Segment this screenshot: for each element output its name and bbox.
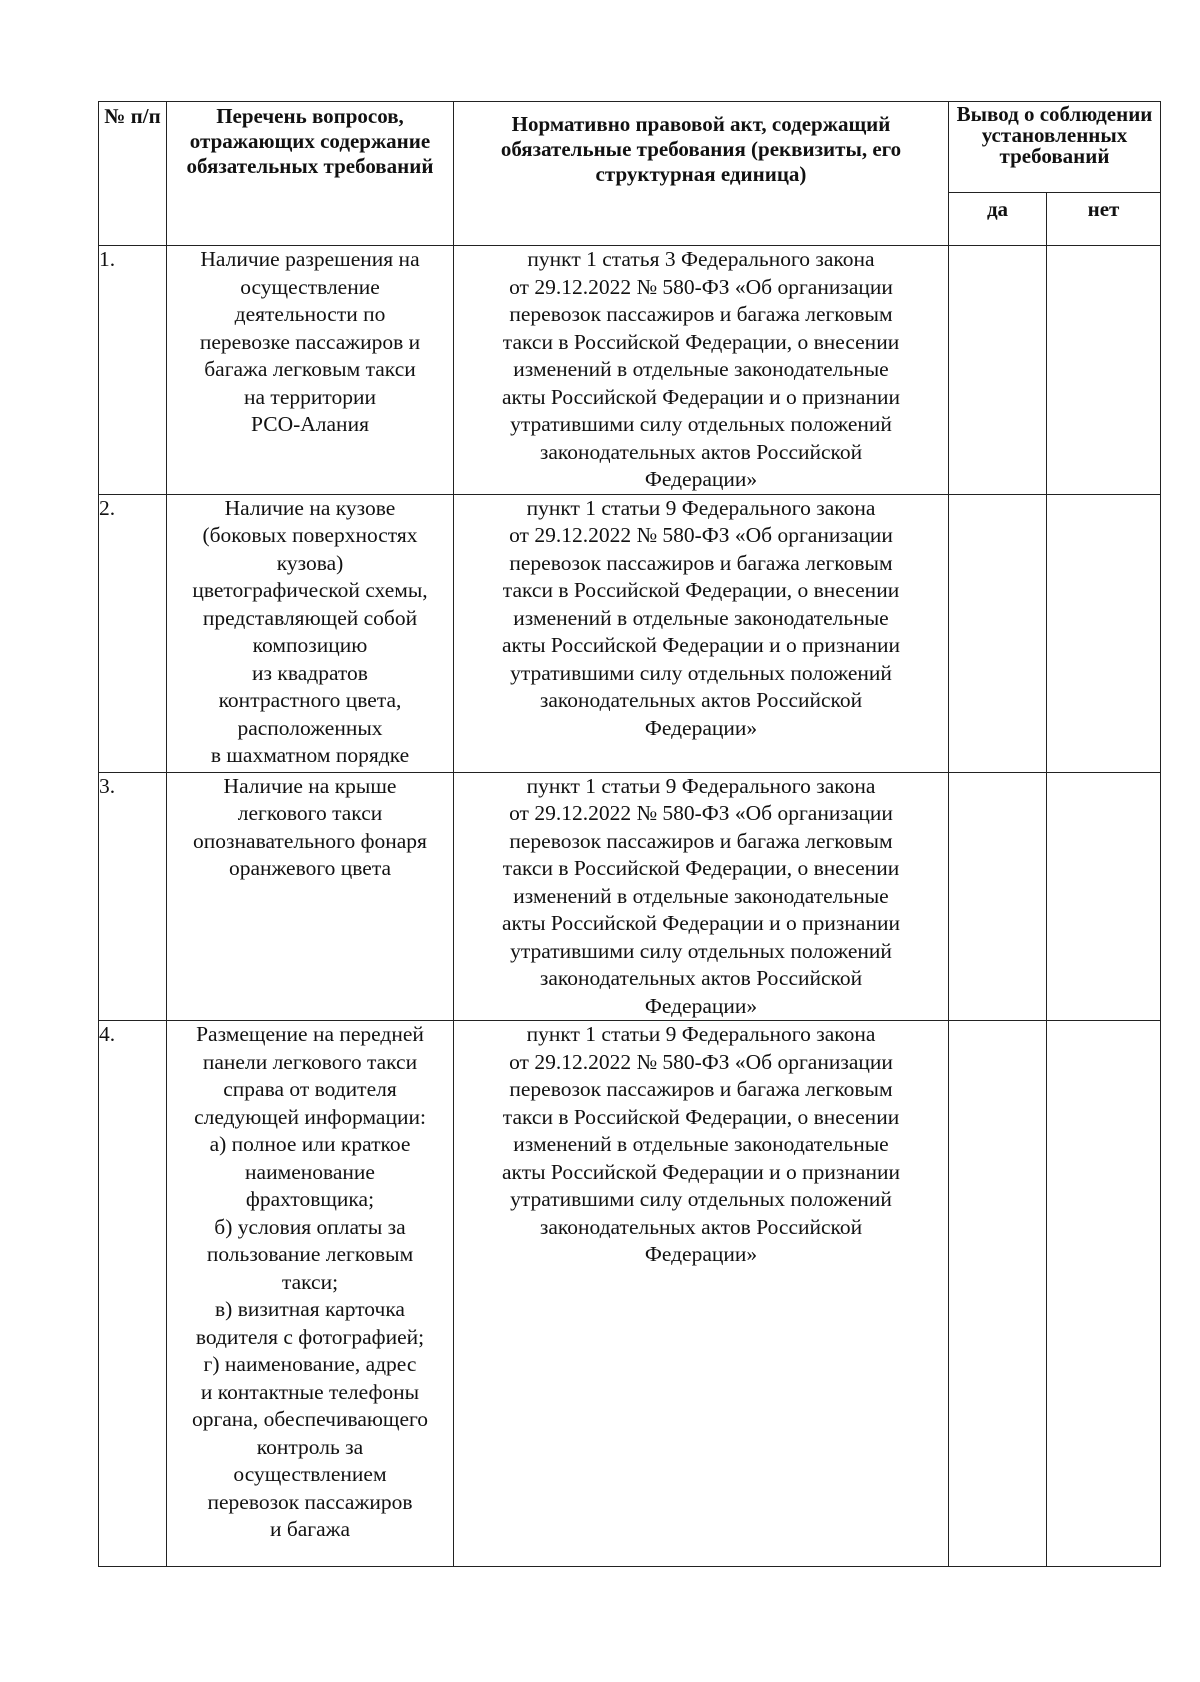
question-line: следующей информации: bbox=[194, 1104, 426, 1129]
conclusion-yes-cell[interactable] bbox=[949, 772, 1047, 1021]
question-line: расположенных bbox=[237, 715, 383, 740]
question-line: легкового такси bbox=[237, 801, 383, 825]
conclusion-yes-cell[interactable] bbox=[949, 1021, 1047, 1567]
act-line: Федерации» bbox=[644, 993, 758, 1018]
act-line: изменений в отдельные законодательные bbox=[513, 605, 889, 630]
question-line: справа от водителя bbox=[223, 1077, 397, 1101]
header-questions: Перечень вопросов, отражающих содержание обязательных требований bbox=[167, 102, 454, 246]
question-line: водителя с фотографией; bbox=[195, 1324, 425, 1349]
act-line: утратившими силу отдельных положений bbox=[510, 938, 892, 963]
act-line: утратившими силу отдельных положений bbox=[510, 660, 892, 685]
requirements-checklist-table bbox=[98, 101, 1161, 1567]
question-line: б) условия оплаты за bbox=[214, 1214, 406, 1239]
question-line: осуществление bbox=[240, 274, 380, 299]
question-line: цветографической схемы, bbox=[192, 578, 428, 602]
question-line: в шахматном порядке bbox=[210, 743, 410, 767]
act-line: перевозок пассажиров и багажа легковым bbox=[509, 828, 893, 853]
act-line: акты Российской Федерации и о признании bbox=[502, 1159, 900, 1184]
header-row bbox=[99, 102, 1161, 193]
table-row bbox=[99, 772, 1161, 1021]
question-line: и багажа bbox=[269, 1517, 351, 1541]
row-number: 1. bbox=[99, 246, 167, 495]
act-line: пункт 1 статья 3 Федерального закона bbox=[527, 247, 875, 271]
conclusion-no-cell[interactable] bbox=[1047, 772, 1161, 1021]
row-number: 2. bbox=[99, 494, 167, 772]
question-line: багажа легковым такси bbox=[204, 357, 416, 381]
act-line: такси в Российской Федерации, о внесении bbox=[502, 1104, 900, 1129]
act-line: изменений в отдельные законодательные bbox=[513, 1132, 889, 1156]
act-line: изменений в отдельные законодательные bbox=[513, 357, 889, 381]
question-line: кузова) bbox=[276, 550, 344, 575]
question-line: представляющей собой bbox=[202, 605, 418, 630]
act-line: акты Российской Федерации и о признании bbox=[502, 633, 900, 657]
act-line: пункт 1 статьи 9 Федерального закона bbox=[526, 495, 876, 520]
act-line: от 29.12.2022 № 580-ФЗ «Об организации bbox=[509, 1049, 893, 1074]
question-line: Наличие на крыше bbox=[223, 773, 397, 798]
question-line: контрастного цвета, bbox=[218, 688, 402, 712]
act-line: законодательных актов Российской bbox=[539, 966, 863, 990]
question-line: контроль за bbox=[256, 1434, 364, 1459]
table-row bbox=[99, 246, 1161, 495]
act-line: от 29.12.2022 № 580-ФЗ «Об организации bbox=[509, 523, 893, 547]
question-line: г) наименование, адрес bbox=[203, 1352, 417, 1376]
act-line: пункт 1 статьи 9 Федерального закона bbox=[526, 1022, 876, 1046]
act-line: от 29.12.2022 № 580-ФЗ «Об организации bbox=[509, 801, 893, 825]
question-line: и контактные телефоны bbox=[200, 1379, 420, 1404]
header-legal-act: Нормативно правовой акт, содержащий обязательные требования (реквизиты, его структурная единица) bbox=[454, 102, 949, 246]
legal-act-reference bbox=[454, 1021, 949, 1567]
question-line: РСО-Алания bbox=[251, 412, 369, 436]
act-line: акты Российской Федерации и о признании bbox=[502, 911, 900, 935]
act-line: законодательных актов Российской bbox=[539, 688, 863, 712]
act-line: законодательных актов Российской bbox=[539, 1214, 863, 1239]
header-yes: да bbox=[949, 193, 1047, 246]
question-line: органа, обеспечивающего bbox=[191, 1407, 429, 1431]
table-body bbox=[99, 246, 1161, 1567]
act-line: акты Российской Федерации и о признании bbox=[502, 384, 900, 409]
question-line: Наличие на кузове bbox=[224, 495, 396, 520]
legal-act-reference bbox=[454, 772, 949, 1021]
requirement-question bbox=[167, 772, 454, 1021]
question-line: (боковых поверхностях bbox=[202, 523, 418, 547]
header-no: нет bbox=[1047, 193, 1161, 246]
question-line: композицию bbox=[252, 633, 368, 657]
legal-act-reference bbox=[454, 494, 949, 772]
question-line: оранжевого цвета bbox=[228, 856, 392, 880]
question-line: опознавательного фонаря bbox=[193, 828, 427, 853]
row-number: 4. bbox=[99, 1021, 167, 1567]
question-line: наименование bbox=[245, 1159, 375, 1184]
question-line: такси; bbox=[281, 1269, 339, 1294]
question-line: на территории bbox=[244, 384, 376, 409]
table-row bbox=[99, 494, 1161, 772]
act-line: перевозок пассажиров и багажа легковым bbox=[509, 1077, 893, 1101]
act-line: Федерации» bbox=[644, 715, 758, 740]
question-line: перевозке пассажиров и bbox=[199, 329, 421, 354]
conclusion-no-cell[interactable] bbox=[1047, 1021, 1161, 1567]
header-conclusion: Вывод о соблюдении установленных требований bbox=[949, 102, 1161, 193]
question-line: в) визитная карточка bbox=[215, 1297, 405, 1321]
act-line: от 29.12.2022 № 580-ФЗ «Об организации bbox=[509, 274, 893, 299]
act-line: такси в Российской Федерации, о внесении bbox=[502, 578, 900, 602]
act-line: утратившими силу отдельных положений bbox=[510, 1187, 892, 1211]
requirement-question bbox=[167, 246, 454, 495]
act-line: такси в Российской Федерации, о внесении bbox=[502, 856, 900, 880]
question-line: Наличие разрешения на bbox=[200, 247, 420, 271]
act-line: изменений в отдельные законодательные bbox=[513, 883, 889, 908]
conclusion-no-cell[interactable] bbox=[1047, 246, 1161, 495]
question-line: осуществлением bbox=[233, 1462, 387, 1486]
question-line: из квадратов bbox=[252, 660, 368, 685]
requirement-question bbox=[167, 1021, 454, 1567]
act-line: Федерации» bbox=[644, 1242, 758, 1266]
question-line: фрахтовщика; bbox=[245, 1187, 375, 1211]
act-line: законодательных актов Российской bbox=[539, 439, 863, 464]
legal-act-reference bbox=[454, 246, 949, 495]
requirement-question bbox=[167, 494, 454, 772]
header-number: № п/п bbox=[99, 102, 167, 246]
act-line: такси в Российской Федерации, о внесении bbox=[502, 329, 900, 354]
question-line: Размещение на передней bbox=[196, 1022, 424, 1046]
question-line: а) полное или краткое bbox=[209, 1132, 411, 1156]
act-line: перевозок пассажиров и багажа легковым bbox=[509, 550, 893, 575]
row-number: 3. bbox=[99, 772, 167, 1021]
act-line: пункт 1 статьи 9 Федерального закона bbox=[526, 773, 876, 798]
question-line: пользование легковым bbox=[206, 1242, 414, 1266]
conclusion-no-cell[interactable] bbox=[1047, 494, 1161, 772]
question-line: деятельности по bbox=[234, 302, 386, 326]
conclusion-yes-cell[interactable] bbox=[949, 494, 1047, 772]
act-line: перевозок пассажиров и багажа легковым bbox=[509, 302, 893, 326]
table-row bbox=[99, 1021, 1161, 1567]
conclusion-yes-cell[interactable] bbox=[949, 246, 1047, 495]
act-line: Федерации» bbox=[644, 467, 758, 491]
question-line: перевозок пассажиров bbox=[207, 1489, 413, 1514]
act-line: утратившими силу отдельных положений bbox=[510, 412, 892, 436]
question-line: панели легкового такси bbox=[202, 1049, 418, 1074]
